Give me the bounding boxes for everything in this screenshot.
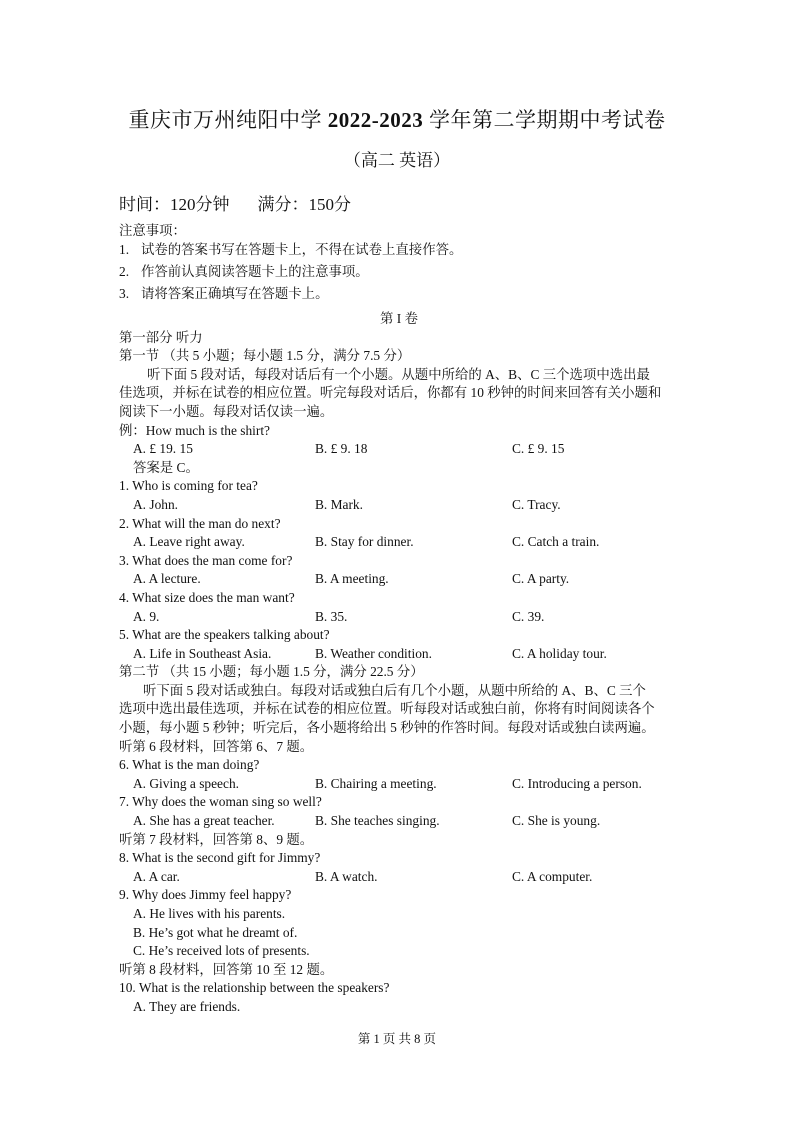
- instruction-line: 听下面 5 段对话或独白。每段对话或独白后有几个小题，从题中所给的 A、B、C 三个: [143, 682, 646, 698]
- instruction-line: 小题，每小题 5 秒钟；听完后，各小题将给出 5 秒钟的作答时间。每段对话或独白读两遍。: [119, 720, 655, 736]
- title-school: 重庆市万州纯阳中学: [128, 108, 328, 132]
- part-heading: 第一部分 听力: [119, 329, 203, 345]
- exam-meta: [119, 190, 351, 215]
- option-row: [119, 533, 679, 552]
- question: 1. Who is coming for tea?: [119, 478, 258, 494]
- notes-heading: 注意事项：: [119, 223, 186, 238]
- option-a: A. A lecture.: [133, 571, 201, 587]
- option-c: C. Catch a train.: [512, 534, 600, 550]
- score-value: 150: [308, 195, 334, 214]
- example-answer: 答案是 C。: [133, 459, 199, 475]
- question: 2. What will the man do next?: [119, 515, 281, 531]
- option-a: A. He lives with his parents.: [133, 906, 286, 921]
- question: 8. What is the second gift for Jimmy?: [119, 850, 321, 866]
- exam-title: [0, 104, 794, 134]
- section2-heading: 第二节 （共 15 小题；每小题 1.5 分，满分 22.5 分）: [119, 664, 424, 680]
- volume-heading: 第 I 卷: [380, 311, 418, 326]
- option-a: A. 9.: [133, 608, 160, 624]
- option-a: A. £ 19. 15: [133, 441, 193, 457]
- time-value: 120: [170, 195, 196, 214]
- notes-item: 1. 试卷的答案书写在答题卡上，不得在试卷上直接作答。: [119, 241, 463, 257]
- option-c: C. £ 9. 15: [512, 441, 565, 457]
- page-footer: 第 1 页 共 8 页: [357, 1032, 437, 1046]
- option-c: C. A computer.: [512, 868, 593, 884]
- option-c: C. Tracy.: [512, 496, 561, 512]
- title-year: 2022-2023: [327, 108, 424, 132]
- option-b: B. Chairing a meeting.: [315, 775, 437, 791]
- option-b: B. 35.: [315, 608, 348, 624]
- notes-section: [119, 222, 679, 307]
- option-b: B. Stay for dinner.: [315, 534, 414, 550]
- option-a: A. Leave right away.: [133, 534, 245, 550]
- question: 9. Why does Jimmy feel happy?: [119, 887, 292, 903]
- score-label: 满分：: [257, 195, 309, 214]
- question: 5. What are the speakers talking about?: [119, 627, 330, 643]
- option-b: B. Mark.: [315, 496, 363, 512]
- option-c: C. A holiday tour.: [512, 645, 607, 661]
- instruction-line: 阅读下一小题。每段对话仅读一遍。: [119, 403, 334, 419]
- option-b: B. A meeting.: [315, 571, 389, 587]
- option-a: A. John.: [133, 496, 179, 512]
- instruction-line: 选项中选出最佳选项，并标在试卷的相应位置。听每段对话或独白前，你将有时间阅读各个: [119, 701, 655, 717]
- option-c: C. 39.: [512, 608, 545, 624]
- notes-item: 3. 请将答案正确填写在答题卡上。: [119, 285, 329, 301]
- option-b: B. She teaches singing.: [315, 813, 440, 829]
- option-b: B. £ 9. 18: [315, 441, 368, 457]
- instruction-line: 佳选项，并标在试卷的相应位置。听完每段对话后，你都有 10 秒钟的时间来回答有关小题和: [119, 385, 662, 401]
- time-unit: 分钟: [195, 195, 230, 214]
- option-b: B. A watch.: [315, 868, 378, 884]
- material-heading: 听第 7 段材料，回答第 8、9 题。: [119, 831, 314, 847]
- option-a: A. They are friends.: [133, 998, 241, 1014]
- option-a: A. A car.: [133, 868, 180, 884]
- option-b: B. Weather condition.: [315, 645, 432, 661]
- option-row: [119, 608, 679, 627]
- notes-item: 2. 作答前认真阅读答题卡上的注意事项。: [119, 263, 369, 279]
- score-unit: 分: [334, 195, 351, 214]
- option-row: [119, 440, 679, 459]
- question: 6. What is the man doing?: [119, 757, 260, 773]
- instruction-line: 听下面 5 段对话，每段对话后有一个小题。从题中所给的 A、B、C 三个选项中选出最: [147, 366, 650, 382]
- title-term: 学年第二学期期中考试卷: [423, 108, 666, 132]
- option-row: [119, 645, 679, 664]
- option-c: C. He’s received lots of presents.: [133, 943, 310, 959]
- option-c: C. Introducing a person.: [512, 775, 642, 791]
- question: 4. What size does the man want?: [119, 589, 295, 605]
- time-label: 时间：: [119, 195, 170, 214]
- option-row: [119, 496, 679, 515]
- option-row: [119, 868, 679, 887]
- option-row: [119, 812, 679, 831]
- section1-heading: 第一节 （共 5 小题；每小题 1.5 分，满分 7.5 分）: [119, 348, 411, 364]
- option-row: [119, 775, 679, 794]
- option-a: A. Giving a speech.: [133, 775, 239, 791]
- question: 3. What does the man come for?: [119, 552, 293, 568]
- option-a: A. She has a great teacher.: [133, 813, 275, 829]
- exam-subtitle: （高二 英语）: [343, 151, 451, 170]
- question: 10. What is the relationship between the speakers?: [119, 980, 390, 996]
- material-heading: 听第 6 段材料，回答第 6、7 题。: [119, 738, 314, 754]
- question: 7. Why does the woman sing so well?: [119, 794, 322, 810]
- option-c: C. She is young.: [512, 813, 601, 829]
- material-heading: 听第 8 段材料，回答第 10 至 12 题。: [119, 961, 334, 977]
- section-one: [119, 310, 679, 1017]
- option-b: B. He’s got what he dreamt of.: [133, 924, 298, 940]
- option-row: [119, 570, 679, 589]
- example-question: 例：How much is the shirt?: [119, 422, 270, 438]
- option-a: A. Life in Southeast Asia.: [133, 645, 272, 661]
- option-c: C. A party.: [512, 571, 570, 587]
